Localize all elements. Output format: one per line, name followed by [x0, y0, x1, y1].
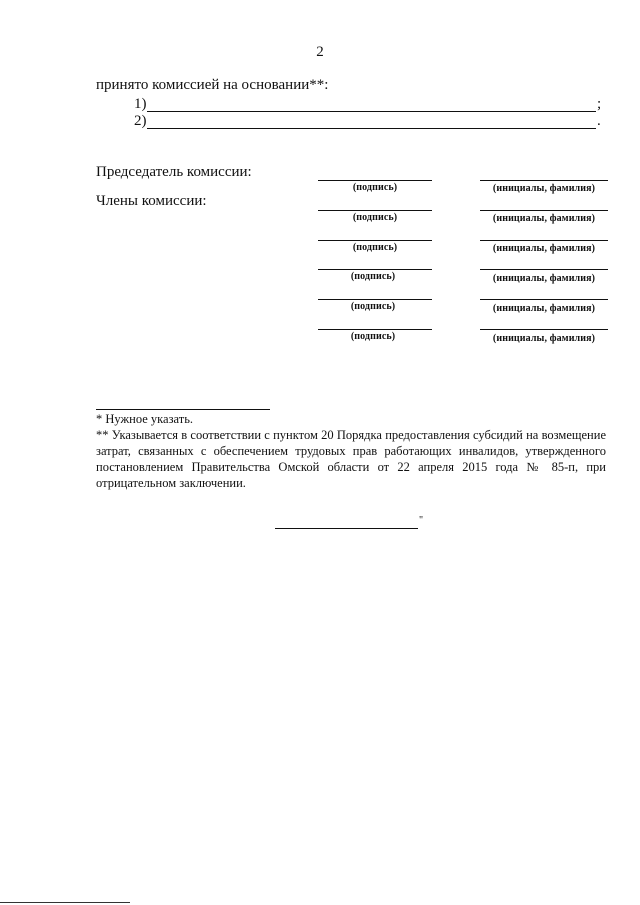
chairman-name-caption: (инициалы, фамилия) — [492, 183, 596, 194]
member-2-name-caption: (инициалы, фамилия) — [492, 243, 596, 254]
footnote-1: * Нужное указать. — [96, 412, 194, 426]
basis-item-2-end: . — [597, 113, 601, 129]
footnote-2: ** Указывается в соответствии с пунктом 20 Порядка предоставления субсидий на возмещение затрат, связанных с обеспечением трудовых прав работающих инвалидов, утвержденного постановлением Правительства Омской области от 22 апреля 2015 года № 85-п, при отрицательном заключении. — [96, 428, 606, 490]
member-3-name-line — [480, 269, 608, 270]
basis-title: принято комиссией на основании**: — [96, 77, 329, 93]
member-5-name-caption: (инициалы, фамилия) — [492, 333, 596, 344]
member-1-signature-line — [318, 210, 432, 211]
member-4-name-line — [480, 299, 608, 300]
member-4-signature-caption: (подпись) — [350, 301, 396, 312]
basis-item-2-line — [147, 128, 596, 129]
member-4-signature-line — [318, 299, 432, 300]
basis-item-2-number: 2) — [134, 113, 147, 129]
member-1-name-line — [480, 210, 608, 211]
members-label: Члены комиссии: — [96, 193, 207, 209]
chairman-name-line — [480, 180, 608, 181]
member-3-name-caption: (инициалы, фамилия) — [492, 273, 596, 284]
chairman-signature-caption: (подпись) — [352, 182, 398, 193]
member-2-name-line — [480, 240, 608, 241]
member-5-signature-caption: (подпись) — [350, 331, 396, 342]
closing-line — [275, 528, 418, 529]
member-1-name-caption: (инициалы, фамилия) — [492, 213, 596, 224]
member-3-signature-line — [318, 269, 432, 270]
footnote-separator — [96, 409, 270, 410]
basis-item-1-number: 1) — [134, 96, 147, 112]
member-5-name-line — [480, 329, 608, 330]
member-4-name-caption: (инициалы, фамилия) — [492, 303, 596, 314]
scan-edge-line — [0, 902, 130, 903]
chairman-label: Председатель комиссии: — [96, 164, 252, 180]
chairman-signature-line — [318, 180, 432, 181]
member-1-signature-caption: (подпись) — [352, 212, 398, 223]
basis-item-1-line — [147, 111, 596, 112]
closing-mark: " — [419, 515, 424, 526]
member-3-signature-caption: (подпись) — [350, 271, 396, 282]
member-2-signature-line — [318, 240, 432, 241]
member-2-signature-caption: (подпись) — [352, 242, 398, 253]
member-5-signature-line — [318, 329, 432, 330]
basis-item-2 — [134, 113, 606, 133]
basis-item-1-end: ; — [597, 96, 602, 112]
page-number: 2 — [316, 44, 324, 60]
